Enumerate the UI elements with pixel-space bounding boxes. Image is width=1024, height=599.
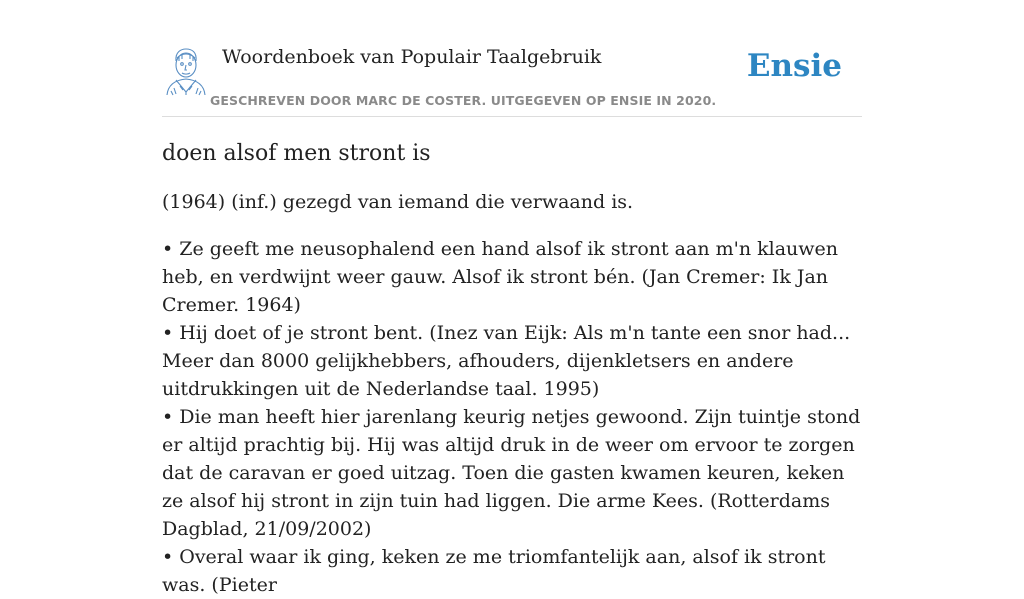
header — [162, 40, 862, 117]
entry-title: doen alsof men stront is — [162, 141, 431, 166]
author-portrait-icon[interactable] — [162, 46, 210, 96]
book-meta: GESCHREVEN DOOR MARC DE COSTER. UITGEGEVEN OP ENSIE IN 2020. — [210, 93, 717, 108]
book-title[interactable]: Woordenboek van Populair Taalgebruik — [222, 46, 602, 68]
ensie-logo[interactable]: Ensie — [746, 48, 842, 84]
example-quote: • Die man heeft hier jarenlang keurig netjes gewoond. Zijn tuintje stond er altijd prachtig bij. Hij was altijd druk in de weer om ervoor te zorgen dat de caravan er goed uitzag. Toen die gasten kwamen keuren, keken ze alsof hij stront in zijn tuin had liggen. Die arme Kees. (Rotterdams Dagblad, 21/09/2002) — [162, 406, 861, 540]
entry-content — [162, 138, 867, 599]
example-quote: • Ze geeft me neusophalend een hand alsof ik stront aan m'n klauwen heb, en verdwijnt weer gauw. Alsof ik stront bén. (Jan Cremer: Ik Jan Cremer. 1964) — [162, 238, 839, 316]
entry-definition: (1964) (inf.) gezegd van iemand die verwaand is. — [162, 191, 634, 213]
example-quote: • Hij doet of je stront bent. (Inez van Eijk: Als m'n tante een snor had... Meer dan 8000 gelijkhebbers, afhouders, dijenkletsers en andere uitdrukkingen uit de Nederlandse taal. 1995) — [162, 322, 851, 400]
example-list — [162, 235, 867, 599]
example-quote: • Overal waar ik ging, keken ze me triomfantelijk aan, alsof ik stront was. (Pieter — [162, 546, 826, 596]
